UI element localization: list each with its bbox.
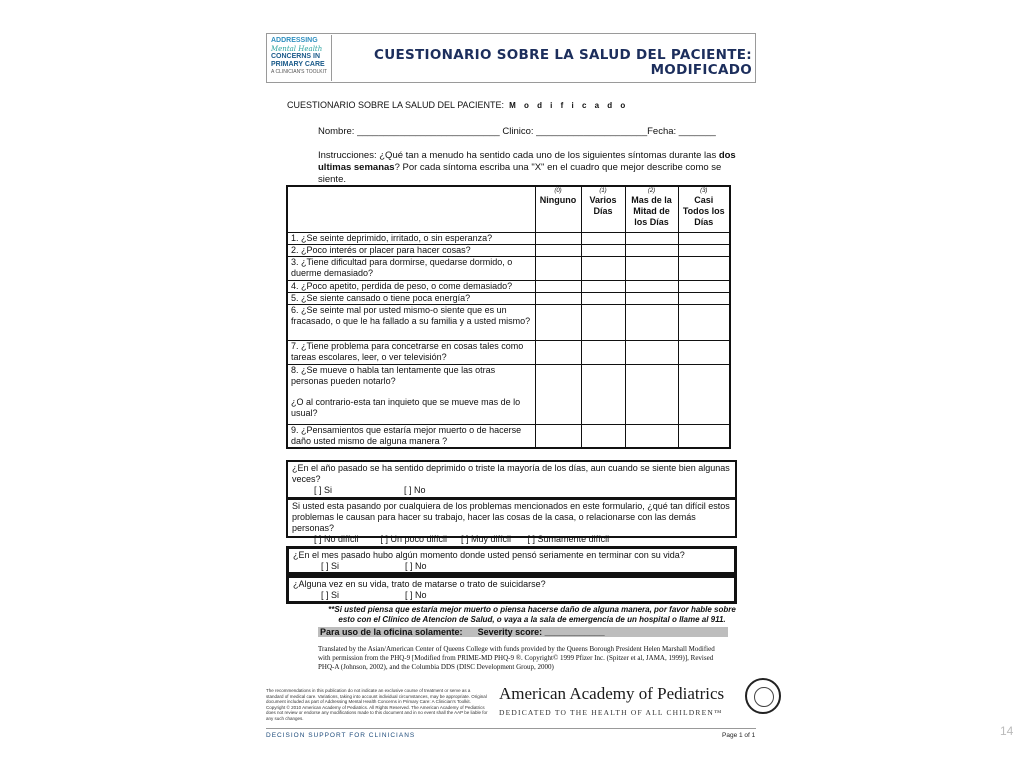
suicide-attempt-question: ¿Alguna vez en su vida, trato de matarse o trato de suicidarse? [ ] Si [ ] No: [286, 575, 737, 604]
suicide-month-question: ¿En el mes pasado hubo algún momento donde usted pensó seriamente en terminar con su vida? [ ] Si [ ] No: [286, 546, 737, 575]
column-header: (1) Varios Días: [581, 186, 625, 232]
aap-tagline: DEDICATED TO THE HEALTH OF ALL CHILDREN™: [499, 708, 723, 717]
table-row: [287, 232, 730, 244]
table-row: [287, 364, 730, 424]
answer-cell[interactable]: [625, 304, 678, 340]
answer-cell[interactable]: [581, 256, 625, 280]
answer-cell[interactable]: [581, 292, 625, 304]
question-text: 4. ¿Poco apetito, perdida de peso, o come demasiado?: [287, 280, 535, 292]
depression-year-question: ¿En el año pasado se ha sentido deprimido o triste la mayoría de los días, aun cuando se siente bien algunas veces? [ ] Si [ ] No: [286, 460, 737, 499]
checkbox-sumamente-dificil[interactable]: [ ] Sumamente difícil: [527, 534, 610, 544]
checkbox-no-dificil[interactable]: [ ] No difícil: [314, 534, 359, 544]
logo-line: CONCERNS IN: [271, 53, 321, 60]
aap-name: American Academy of Pediatrics: [499, 684, 725, 703]
aap-seal-icon: [745, 678, 781, 714]
answer-cell[interactable]: [678, 304, 730, 340]
answer-cell[interactable]: [581, 304, 625, 340]
difficulty-question: Si usted esta pasando por cualquiera de los problemas mencionados en este formulario, ¿qué tan difícil estos problemas le causan para hacer su trabajo, hacer las cosas de la casa, o relacionarse con las demás personas? [ ] No difícil [ ] Un poco difícil [ ] Muy difícil [ ] Sumamente difícil: [286, 498, 737, 538]
answer-cell[interactable]: [581, 244, 625, 256]
checkbox-no[interactable]: [ ] No: [404, 485, 426, 495]
table-row: [287, 292, 730, 304]
answer-cell[interactable]: [535, 340, 581, 364]
answer-cell[interactable]: [581, 424, 625, 448]
checkbox-si[interactable]: [ ] Si: [321, 590, 340, 600]
answer-cell[interactable]: [535, 244, 581, 256]
answer-cell[interactable]: [535, 280, 581, 292]
answer-cell[interactable]: [625, 232, 678, 244]
column-header: (2) Mas de la Mitad de los Días: [625, 186, 678, 232]
page-indicator: Page 1 of 1: [722, 732, 756, 739]
answer-cell[interactable]: [581, 232, 625, 244]
severity-score-field[interactable]: Severity score: ____________: [477, 627, 605, 637]
office-use-bar: Para uso de la oficina solamente: Severity score: ____________: [318, 627, 728, 637]
checkbox-no[interactable]: [ ] No: [405, 590, 427, 600]
answer-cell[interactable]: [535, 424, 581, 448]
table-row: [287, 304, 730, 340]
table-row: [287, 424, 730, 448]
answer-cell[interactable]: [625, 256, 678, 280]
table-header-row: [287, 186, 730, 232]
emergency-footnote: **Si usted piensa que estaría mejor muerto o piensa hacerse daño de alguna manera, por favor hable sobre esto con el Clínico de Atencion de Salud, o vaya a la sala de emergencia de un hospital o llame al 911.: [328, 605, 736, 624]
question-text: 1. ¿Se seinte deprimido, irritado, o sin esperanza?: [287, 232, 535, 244]
question-text: 2. ¿Poco interés or placer para hacer cosas?: [287, 244, 535, 256]
column-header: (3) Casi Todos los Días: [678, 186, 730, 232]
fecha-field[interactable]: Fecha: _______: [647, 126, 716, 137]
question-text: 9. ¿Pensamientos que estaría mejor muerto o de hacerse daño usted mismo de alguna manera ?: [287, 424, 535, 448]
answer-cell[interactable]: [581, 364, 625, 424]
patient-fields: [318, 126, 716, 137]
checkbox-si[interactable]: [ ] Si: [314, 485, 333, 495]
document-title: CUESTIONARIO SOBRE LA SALUD DEL PACIENTE: MODIFICADO: [374, 47, 752, 78]
answer-cell[interactable]: [625, 280, 678, 292]
logo-line: PRIMARY CARE: [271, 61, 325, 68]
table-row: [287, 256, 730, 280]
instructions: Instrucciones: ¿Qué tan a menudo ha sentido cada uno de los siguientes síntomas durante las dos ultimas semanas? Por cada síntoma escriba una "X" en el cuadro que mejor describe como se siente.: [318, 150, 736, 185]
answer-cell[interactable]: [678, 244, 730, 256]
form-subtitle: CUESTIONARIO SOBRE LA SALUD DEL PACIENTE: M o d i f i c a d o: [287, 100, 629, 110]
question-text: 7. ¿Tiene problema para concetrarse en cosas tales como tareas escolares, leer, o ver televisión?: [287, 340, 535, 364]
clinico-field[interactable]: Clinico: _____________________: [502, 126, 648, 137]
question-text: 5. ¿Se siente cansado o tiene poca energía?: [287, 292, 535, 304]
answer-cell[interactable]: [581, 340, 625, 364]
table-row: [287, 340, 730, 364]
checkbox-un-poco-dificil[interactable]: [ ] Un poco difícil: [380, 534, 448, 544]
answer-cell[interactable]: [678, 364, 730, 424]
answer-cell[interactable]: [678, 256, 730, 280]
answer-cell[interactable]: [678, 424, 730, 448]
footer-section-label: DECISION SUPPORT FOR CLINICIANS: [266, 732, 416, 739]
answer-cell[interactable]: [678, 280, 730, 292]
toolkit-logo: [268, 35, 332, 81]
answer-cell[interactable]: [535, 292, 581, 304]
checkbox-si[interactable]: [ ] Si: [321, 561, 340, 571]
logo-line: ADDRESSING: [271, 37, 318, 44]
nombre-field[interactable]: Nombre: ___________________________: [318, 126, 500, 137]
answer-cell[interactable]: [625, 424, 678, 448]
answer-cell[interactable]: [535, 232, 581, 244]
answer-cell[interactable]: [625, 364, 678, 424]
table-row: [287, 244, 730, 256]
table-row: [287, 280, 730, 292]
translation-note: Translated by the Asian/American Center of Queens College with funds provided by the Queens Borough President Helen Marshall Modified with permission from the PHQ-9 [Modified from PRIME-MD PHQ-9 ®. Copyright© 1999 Pfizer Inc. (Spitzer et al, JAMA, 1999)], Revised PHQ-A (Johnson, 2002), and the Columbia DDS (DISC Development Group, 2000): [318, 645, 715, 671]
answer-cell[interactable]: [535, 364, 581, 424]
logo-line: A CLINICIAN'S TOOLKIT: [271, 69, 328, 75]
answer-cell[interactable]: [581, 280, 625, 292]
answer-cell[interactable]: [678, 292, 730, 304]
slide-number: 14: [1000, 724, 1014, 738]
answer-cell[interactable]: [535, 256, 581, 280]
checkbox-muy-dificil[interactable]: [ ] Muy difícil: [461, 534, 512, 544]
disclaimer-text: The recommendations in this publication do not indicate an exclusive course of treatment or serve as a standard of medical care. Variations, taking into account individual circumstances, may be appropriate. Original document included as part of Addressing Mental Health Concerns in Primary Care: A Clinician's Toolkit. Copyright © 2010 American Academy of Pediatrics. All Rights Reserved. The American Academy of Pediatrics does not review or endorse any modifications made to this document and in no event shall the AAP be liable for any such changes.: [266, 688, 488, 721]
symptom-table: [286, 185, 731, 449]
answer-cell[interactable]: [535, 304, 581, 340]
logo-line: Mental Health: [271, 45, 323, 53]
answer-cell[interactable]: [678, 232, 730, 244]
question-text: 6. ¿Se seinte mal por usted mismo-o siente que es un fracasado, o que le ha fallado a su familia y a usted mismo?: [287, 304, 535, 340]
column-header: (0) Ninguno: [535, 186, 581, 232]
answer-cell[interactable]: [625, 292, 678, 304]
question-text: 8. ¿Se mueve o habla tan lentamente que las otras personas pueden notarlo? ¿O al contrario-esta tan inquieto que se mueve mas de lo usual?: [287, 364, 535, 424]
answer-cell[interactable]: [625, 244, 678, 256]
checkbox-no[interactable]: [ ] No: [405, 561, 427, 571]
answer-cell[interactable]: [678, 340, 730, 364]
question-text: 3. ¿Tiene dificultad para dormirse, quedarse dormido, o duerme demasiado?: [287, 256, 535, 280]
answer-cell[interactable]: [625, 340, 678, 364]
footer-divider: [266, 728, 756, 729]
